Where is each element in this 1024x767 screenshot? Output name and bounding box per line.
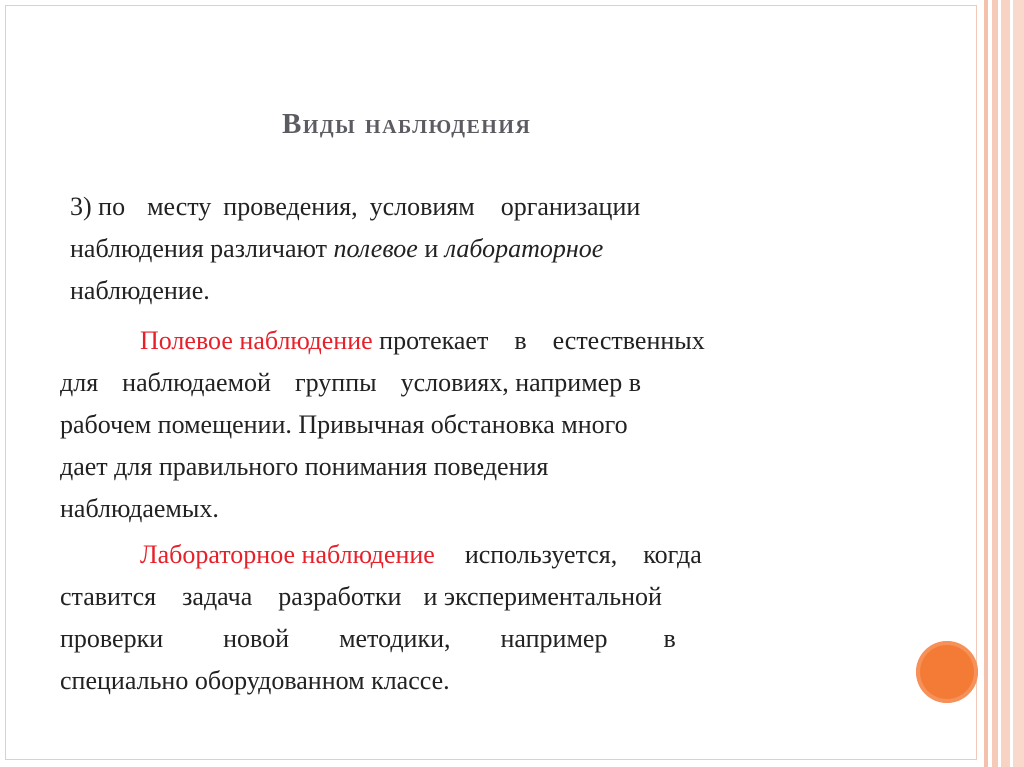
field-line-2a: для [60, 368, 99, 397]
slide-title: Виды наблюдения [282, 108, 532, 140]
intro-conjunction: и [424, 234, 439, 263]
field-line-4: дает для правильного понимания поведения [60, 452, 549, 481]
intro-line-2: наблюдения различают [70, 234, 327, 263]
term-lab-italic: лабораторное [444, 234, 604, 263]
stripe-3 [1001, 0, 1010, 767]
lab-observation-term: Лабораторное наблюдение [140, 540, 435, 569]
lab-line-3d: например [500, 624, 608, 653]
intro-word-1: месту [147, 192, 212, 221]
decorative-stripes [980, 0, 1024, 767]
lab-line-3e: в [663, 624, 676, 653]
field-line-5: наблюдаемых. [60, 494, 219, 523]
stripe-1 [984, 0, 988, 767]
lab-line-2d: и экспериментальной [423, 582, 662, 611]
field-word-2: в [514, 326, 527, 355]
intro-word-3: условиям [369, 192, 475, 221]
intro-prefix: 3) по [70, 192, 126, 221]
field-line-2c: группы [294, 368, 377, 397]
lab-word-2: когда [643, 540, 702, 569]
stripe-2 [992, 0, 998, 767]
lab-line-3b: новой [223, 624, 290, 653]
field-observation-term: Полевое наблюдение [140, 326, 373, 355]
field-line-2d: условиях, например в [400, 368, 641, 397]
lab-line-4: специально оборудованном классе. [60, 666, 450, 695]
stripe-4 [1013, 0, 1024, 767]
field-line-3: рабочем помещении. Привычная обстановка много [60, 410, 628, 439]
lab-line-2b: задача [182, 582, 253, 611]
lab-line-2c: разработки [278, 582, 402, 611]
orange-circle-decoration [916, 641, 978, 703]
field-word-3: естественных [552, 326, 705, 355]
intro-word-4: организации [500, 192, 641, 221]
term-field-italic: полевое [333, 234, 418, 263]
lab-line-3c: методики, [339, 624, 451, 653]
field-word-1: протекает [379, 326, 489, 355]
lab-word-1: используется, [464, 540, 618, 569]
paragraph-intro [70, 186, 640, 312]
paragraph-lab-observation [60, 534, 702, 702]
intro-word-2: проведения, [223, 192, 358, 221]
lab-line-2a: ставится [60, 582, 157, 611]
intro-line-3: наблюдение. [70, 276, 210, 305]
field-line-2b: наблюдаемой [122, 368, 271, 397]
paragraph-field-observation [60, 320, 705, 530]
lab-line-3a: проверки [60, 624, 164, 653]
